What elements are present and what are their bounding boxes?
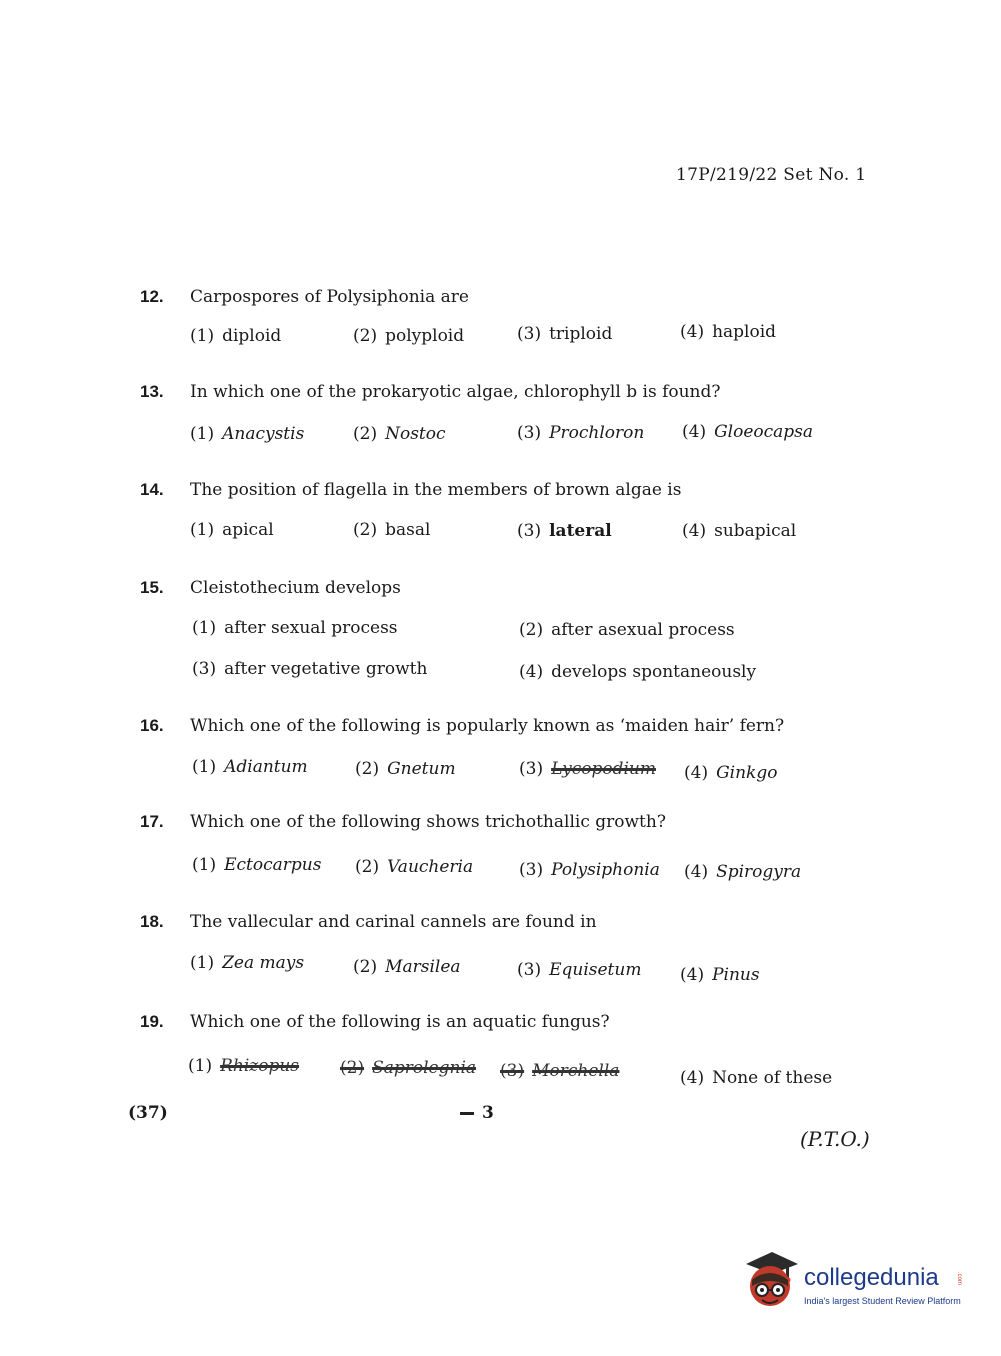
question-text: Carpospores of Polysiphonia are (190, 287, 469, 307)
booklet-code: (37) (128, 1103, 168, 1123)
question-number: 19. (140, 1012, 164, 1031)
option-1: (1) diploid (190, 326, 282, 346)
mascot-icon (742, 1250, 800, 1314)
option-2: (2) basal (353, 520, 431, 540)
option-2: (2) polyploid (353, 326, 465, 346)
logo-dotcom: .com (956, 1272, 962, 1286)
question-text: The position of flagella in the members of brown algae is (190, 480, 682, 500)
question-text: Which one of the following shows trichothallic growth? (190, 812, 666, 832)
option-1: (1) Rhizopus (188, 1056, 300, 1076)
option-3: (3) Prochloron (517, 423, 645, 443)
option-3: (3) Equisetum (517, 960, 642, 980)
question-text: Cleistothecium develops (190, 578, 401, 598)
logo-tagline: India's largest Student Review Platform (804, 1296, 961, 1306)
option-1: (1) Adiantum (192, 757, 308, 777)
option-1: (1) Anacystis (190, 424, 305, 444)
option-1: (1) Ectocarpus (192, 855, 322, 875)
question-text: Which one of the following is an aquatic fungus? (190, 1012, 610, 1032)
option-3: (3) Lycopodium (519, 759, 656, 779)
option-4: (4) develops spontaneously (519, 662, 757, 682)
collegedunia-logo (742, 1250, 972, 1320)
option-2: (2) Gnetum (355, 759, 456, 779)
question-number: 18. (140, 912, 164, 931)
option-2: (2) Vaucheria (355, 857, 474, 877)
option-4: (4) haploid (680, 322, 777, 342)
option-3: (3) triploid (517, 324, 613, 344)
question-text: Which one of the following is popularly known as ‘maiden hair’ fern? (190, 716, 785, 736)
option-4: (4) Spirogyra (684, 862, 802, 882)
option-1: (1) after sexual process (192, 618, 398, 638)
question-text: The vallecular and carinal cannels are found in (190, 912, 597, 932)
question-number: 12. (140, 287, 164, 306)
pto-label: (P.T.O.) (800, 1127, 870, 1151)
option-3: (3) lateral (517, 521, 612, 541)
question-text: In which one of the prokaryotic algae, chlorophyll b is found? (190, 382, 721, 402)
option-2: (2) Marsilea (353, 957, 461, 977)
option-1: (1) Zea mays (190, 953, 305, 973)
paper-code: 17P/219/22 Set No. 1 (676, 165, 867, 185)
option-4: (4) Ginkgo (684, 763, 778, 783)
option-2: (2) Saprolegnia (340, 1058, 477, 1078)
option-3: (3) Polysiphonia (519, 860, 660, 880)
page-number: 3 (460, 1103, 494, 1123)
question-number: 16. (140, 716, 164, 735)
option-2: (2) after asexual process (519, 620, 735, 640)
option-3: (3) after vegetative growth (192, 659, 428, 679)
question-number: 13. (140, 382, 164, 401)
option-4: (4) subapical (682, 521, 797, 541)
question-number: 15. (140, 578, 164, 597)
question-number: 14. (140, 480, 164, 499)
option-3: (3) Morchella (500, 1061, 620, 1081)
option-2: (2) Nostoc (353, 424, 446, 444)
option-1: (1) apical (190, 520, 274, 540)
option-4: (4) None of these (680, 1068, 833, 1088)
logo-wordmark: collegedunia (804, 1264, 939, 1291)
question-number: 17. (140, 812, 164, 831)
option-4: (4) Pinus (680, 965, 760, 985)
option-4: (4) Gloeocapsa (682, 422, 814, 442)
